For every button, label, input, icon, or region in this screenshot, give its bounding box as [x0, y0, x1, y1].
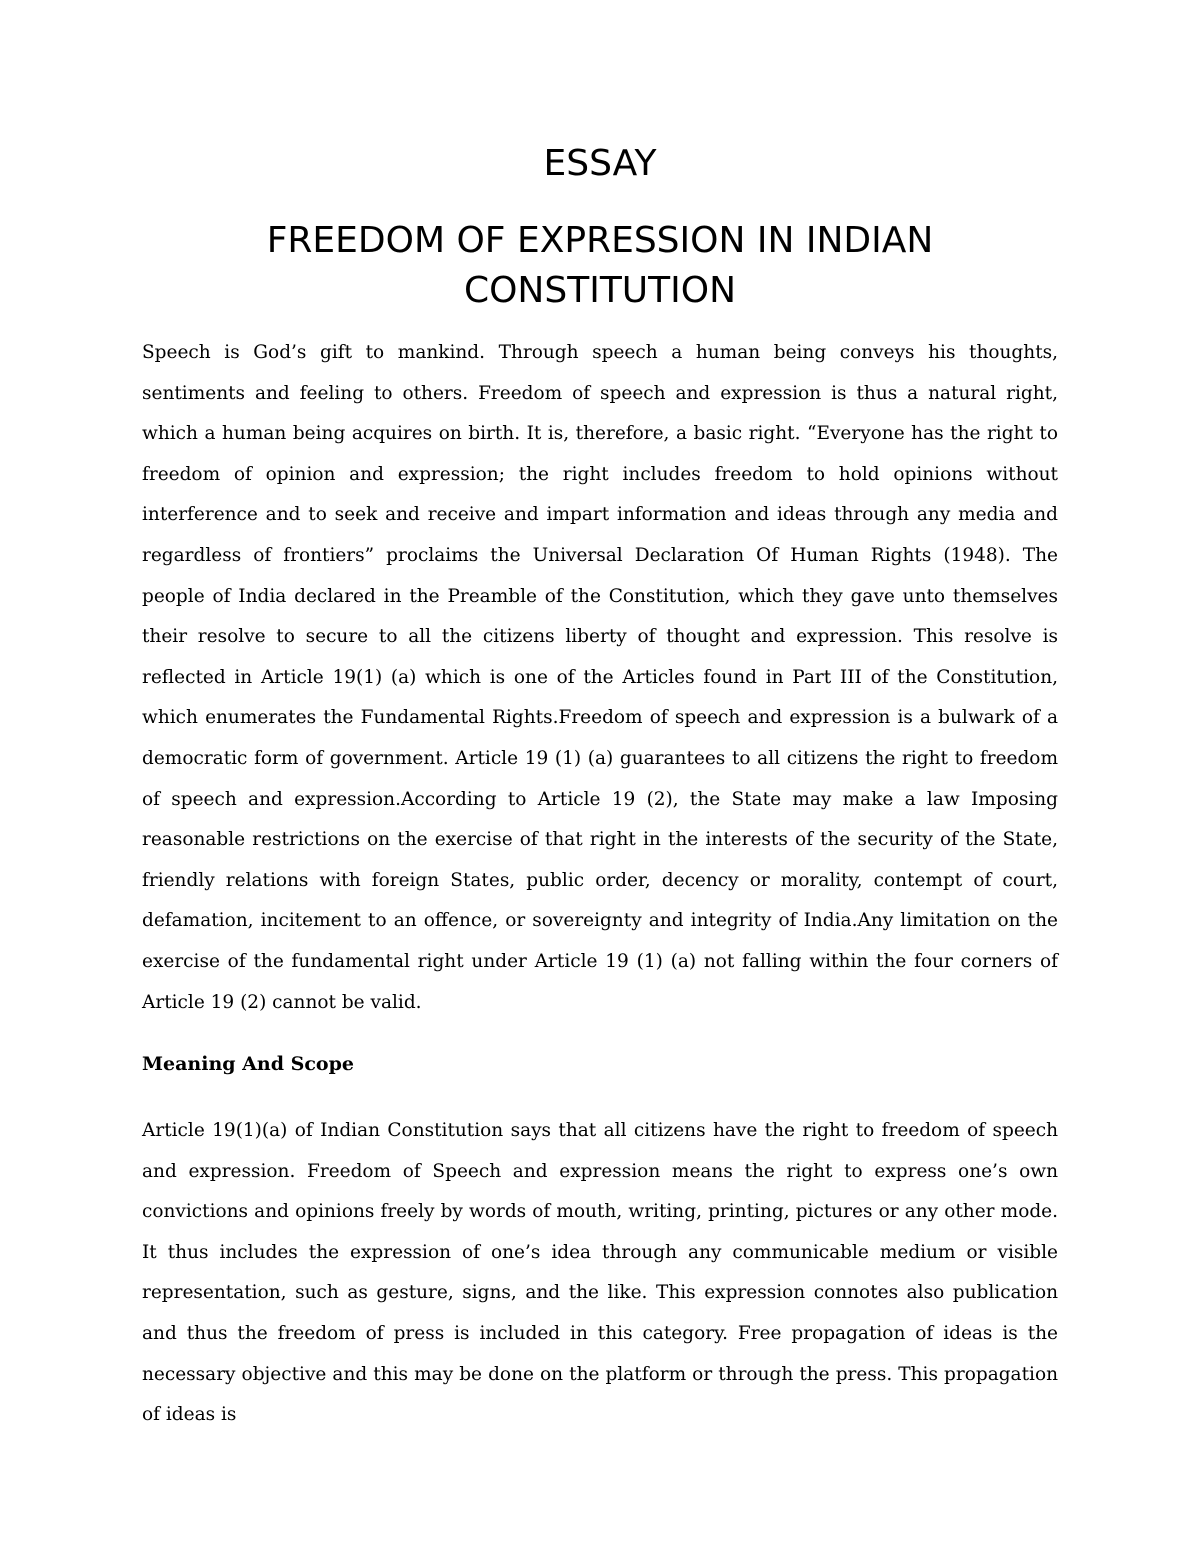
intro-paragraph: Speech is God’s gift to mankind. Through speech a human being conveys his thoughts, sentiments and feeling to others. Freedom of speech and expression is thus a natural right, which a human being acquires on birth. It is, therefore, a basic right. “Everyone has the right to freedom of opinion and expression; the right includes freedom to hold opinions without interference and to seek and receive and impart information and ideas through any media and regardless of frontiers” proclaims the Universal Declaration Of Human Rights (1948). The people of India declared in the Preamble of the Constitution, which they gave unto themselves their resolve to secure to all the citizens liberty of thought and expression. This resolve is reflected in Article 19(1) (a) which is one of the Articles found in Part III of the Constitution, which enumerates the Fundamental Rights.Freedom of speech and expression is a bulwark of a democratic form of government. Article 19 (1) (a) guarantees to all citizens the right to freedom of speech and expression.According to Article 19 (2), the State may make a law Imposing reasonable restrictions on the exercise of that right in the interests of the security of the State, friendly relations with foreign States, public order, decency or morality, contempt of court, defamation, incitement to an offence, or sovereignty and integrity of India.Any limitation on the exercise of the fundamental right under Article 19 (1) (a) not falling within the four corners of Article 19 (2) cannot be valid.: [142, 342, 1058, 1013]
scope-paragraph: Article 19(1)(a) of Indian Constitution says that all citizens have the right to freedom of speech and expression. Freedom of Speech and expression means the right to express one’s own convictions and opinions freely by words of mouth, writing, printing, pictures or any other mode. It thus includes the expression of one’s idea through any communicable medium or visible representation, such as gesture, signs, and the like. This expression connotes also publication and thus the freedom of press is included in this category. Free propagation of ideas is the necessary objective and this may be done on the platform or through the press. This propagation of ideas is: [142, 1120, 1058, 1426]
section-heading: Meaning And Scope: [142, 1053, 354, 1075]
document-title: ESSAY: [543, 143, 657, 184]
document-subtitle: FREEDOM OF EXPRESSION IN INDIAN CONSTITUTION: [266, 220, 934, 311]
